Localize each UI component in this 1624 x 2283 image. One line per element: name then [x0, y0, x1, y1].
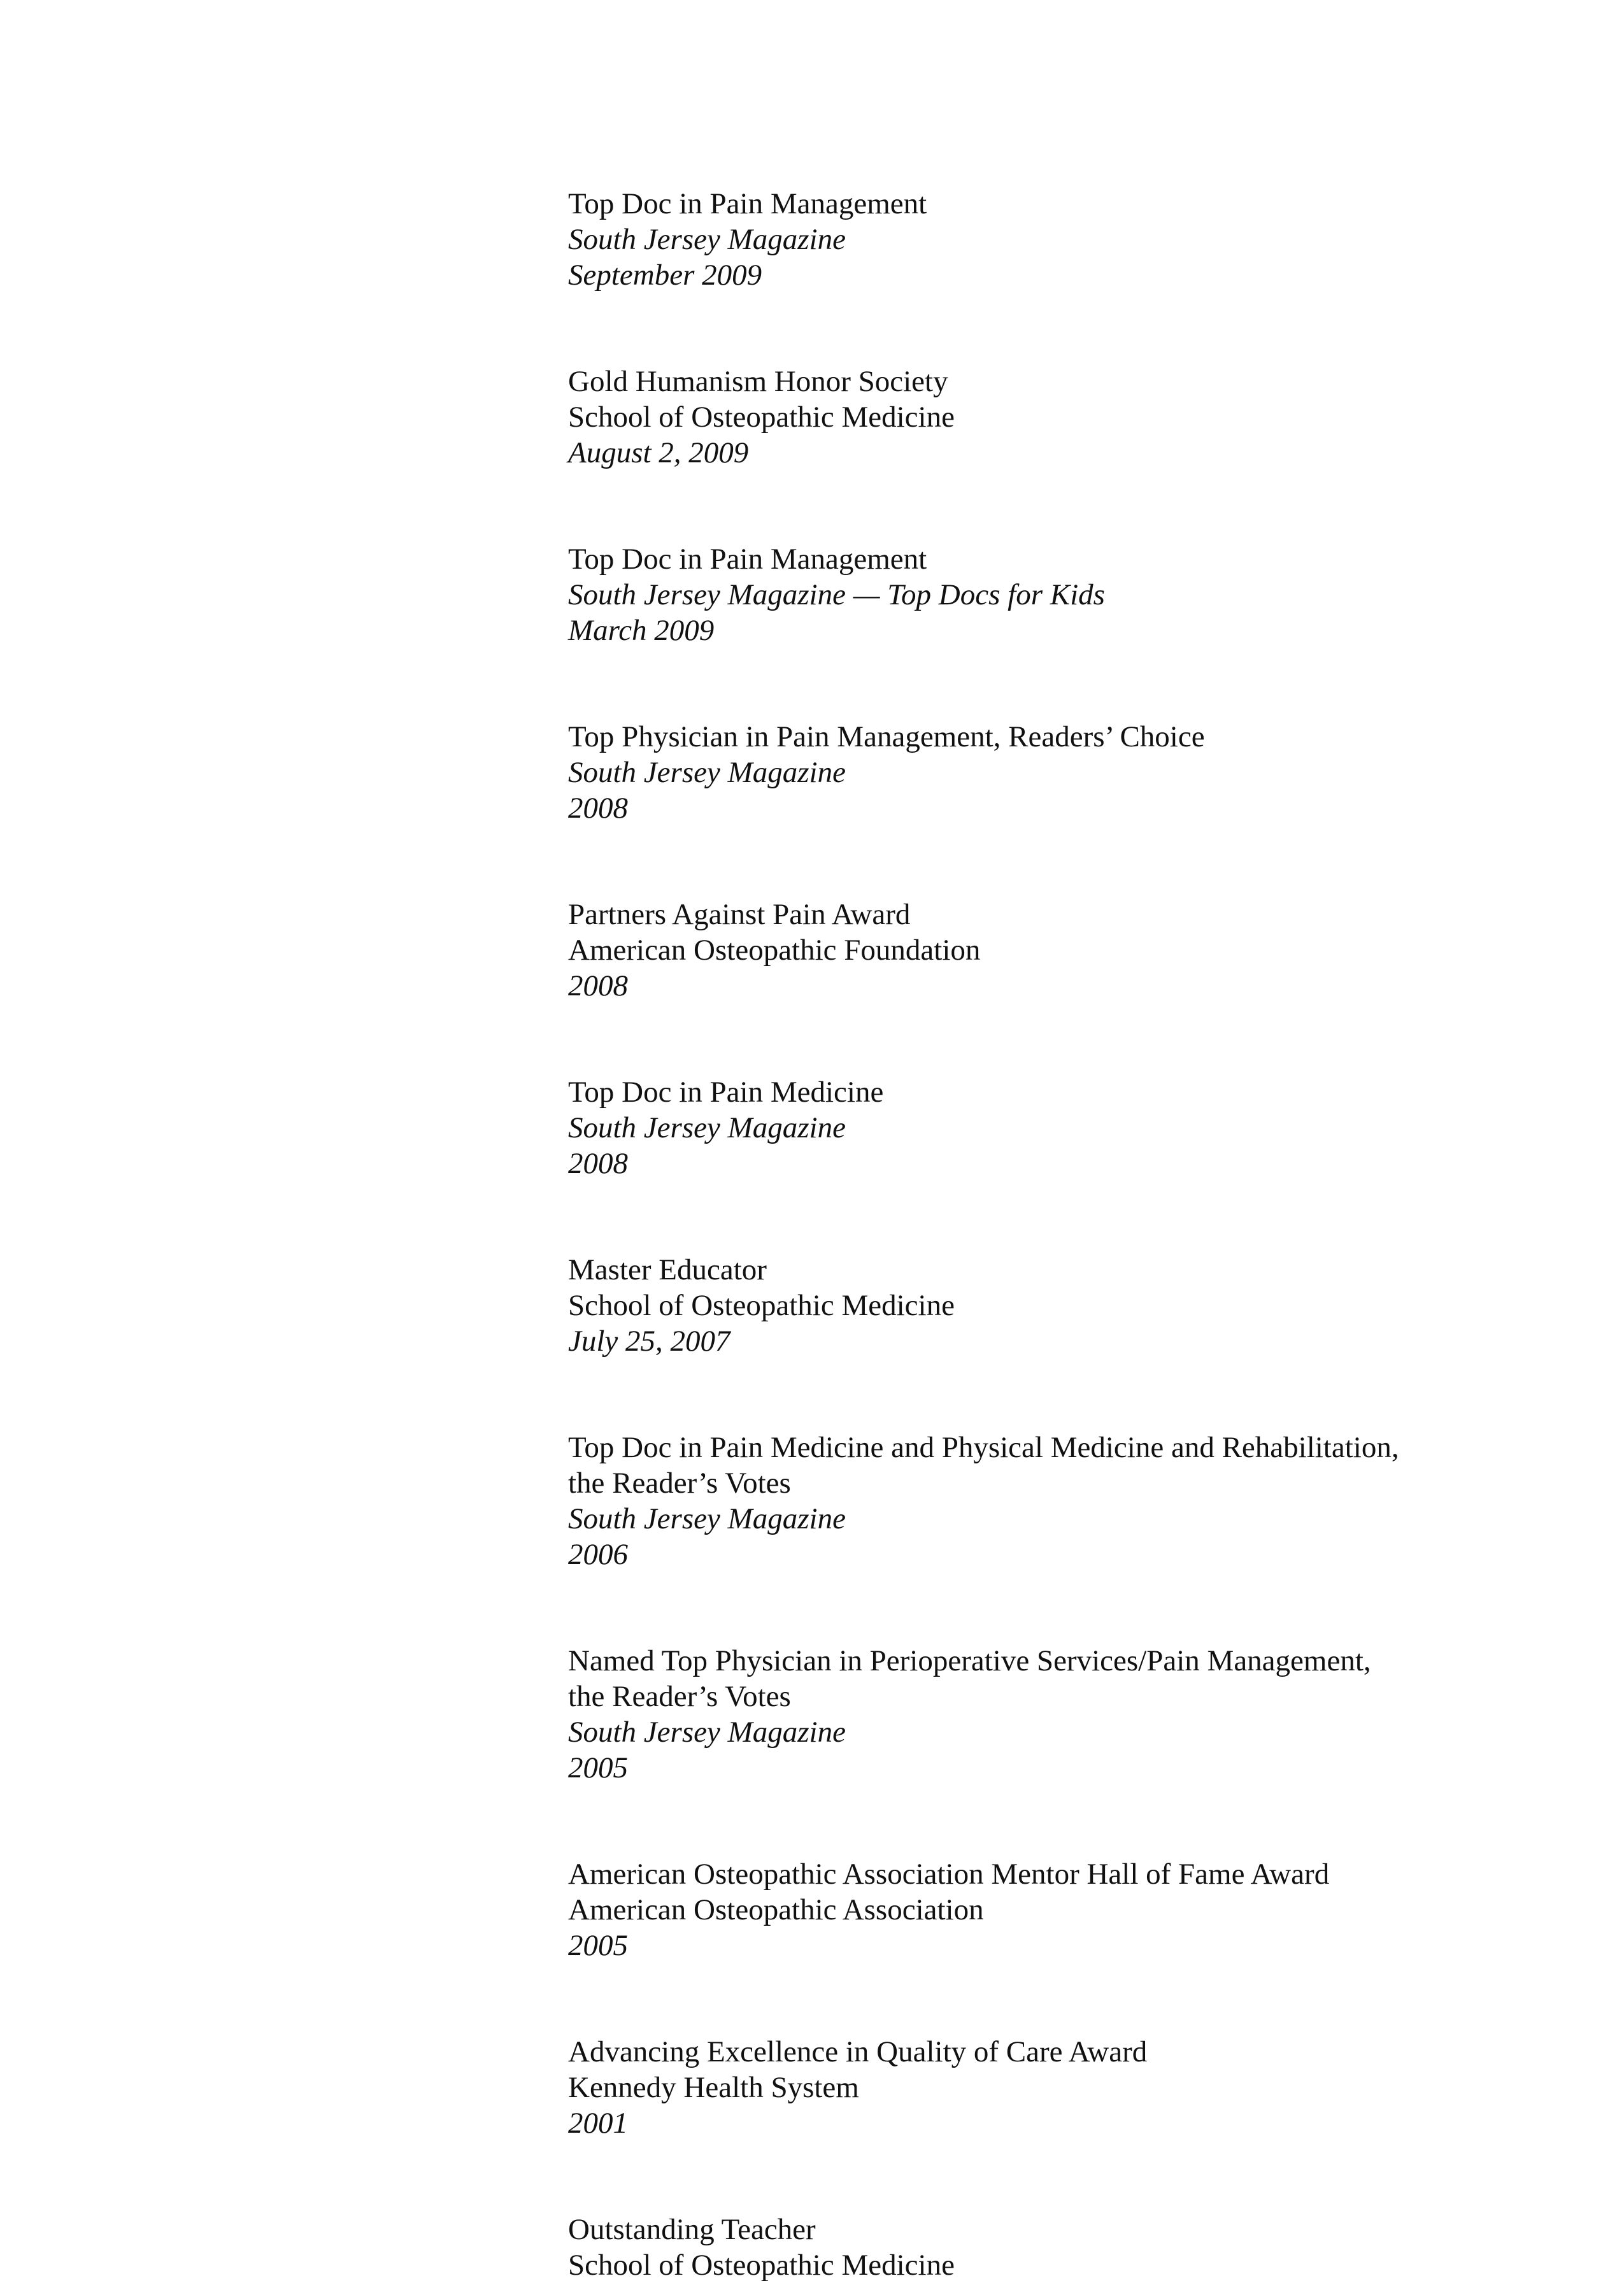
award-detail: School of Osteopathic Medicine: [568, 2249, 955, 2282]
award-title: Advancing Excellence in Quality of Care Award: [568, 2035, 1148, 2068]
award-entry: [568, 2034, 1460, 2141]
award-title: Partners Against Pain Award: [568, 898, 911, 931]
award-title: Named Top Physician in Perioperative Services/Pain Management,: [568, 1644, 1371, 1677]
award-title: Master Educator: [568, 1253, 767, 1286]
award-detail: South Jersey Magazine: [568, 1716, 846, 1749]
award-detail: August 2, 2009: [568, 436, 749, 469]
award-detail: September 2009: [568, 259, 762, 292]
award-detail: July 25, 2007: [568, 1325, 730, 1358]
award-entry: [568, 1643, 1460, 1786]
award-entry: [568, 2212, 1460, 2283]
award-detail: American Osteopathic Association: [568, 1893, 984, 1926]
award-title: Gold Humanism Honor Society: [568, 365, 948, 398]
award-detail: 2006: [568, 1538, 628, 1571]
award-title: Top Doc in Pain Management: [568, 543, 927, 576]
award-entry: [568, 1252, 1460, 1359]
award-detail: South Jersey Magazine — Top Docs for Kids: [568, 578, 1105, 611]
award-title: American Osteopathic Association Mentor Hall of Fame Award: [568, 1858, 1330, 1891]
award-entry: [568, 719, 1460, 826]
award-detail: South Jersey Magazine: [568, 1111, 846, 1144]
award-detail: Kennedy Health System: [568, 2071, 859, 2104]
award-title: Top Physician in Pain Management, Readers’ Choice: [568, 720, 1205, 753]
award-entry: [568, 186, 1460, 293]
award-detail: the Reader’s Votes: [568, 1680, 791, 1713]
award-entry: [568, 1074, 1460, 1181]
award-detail: American Osteopathic Foundation: [568, 934, 981, 967]
award-title: Top Doc in Pain Medicine: [568, 1076, 884, 1109]
award-entry: [568, 541, 1460, 648]
awards-list: [568, 186, 1460, 2283]
award-entry: [568, 1856, 1460, 1963]
award-detail: South Jersey Magazine: [568, 756, 846, 789]
award-title: Top Doc in Pain Management: [568, 187, 927, 220]
award-detail: 2005: [568, 1929, 628, 1962]
award-detail: 2008: [568, 1147, 628, 1180]
award-detail: 2005: [568, 1751, 628, 1784]
award-title: Top Doc in Pain Medicine and Physical Medicine and Rehabilitation,: [568, 1431, 1399, 1464]
award-detail: School of Osteopathic Medicine: [568, 1289, 955, 1322]
award-detail: 2008: [568, 969, 628, 1002]
award-entry: [568, 364, 1460, 471]
award-detail: South Jersey Magazine: [568, 223, 846, 256]
award-detail: the Reader’s Votes: [568, 1467, 791, 1500]
award-entry: [568, 1430, 1460, 1572]
award-detail: South Jersey Magazine: [568, 1502, 846, 1535]
award-title: Outstanding Teacher: [568, 2213, 816, 2246]
award-detail: School of Osteopathic Medicine: [568, 401, 955, 434]
award-entry: [568, 897, 1460, 1004]
award-detail: March 2009: [568, 614, 715, 647]
award-detail: 2008: [568, 792, 628, 825]
award-detail: 2001: [568, 2107, 628, 2140]
